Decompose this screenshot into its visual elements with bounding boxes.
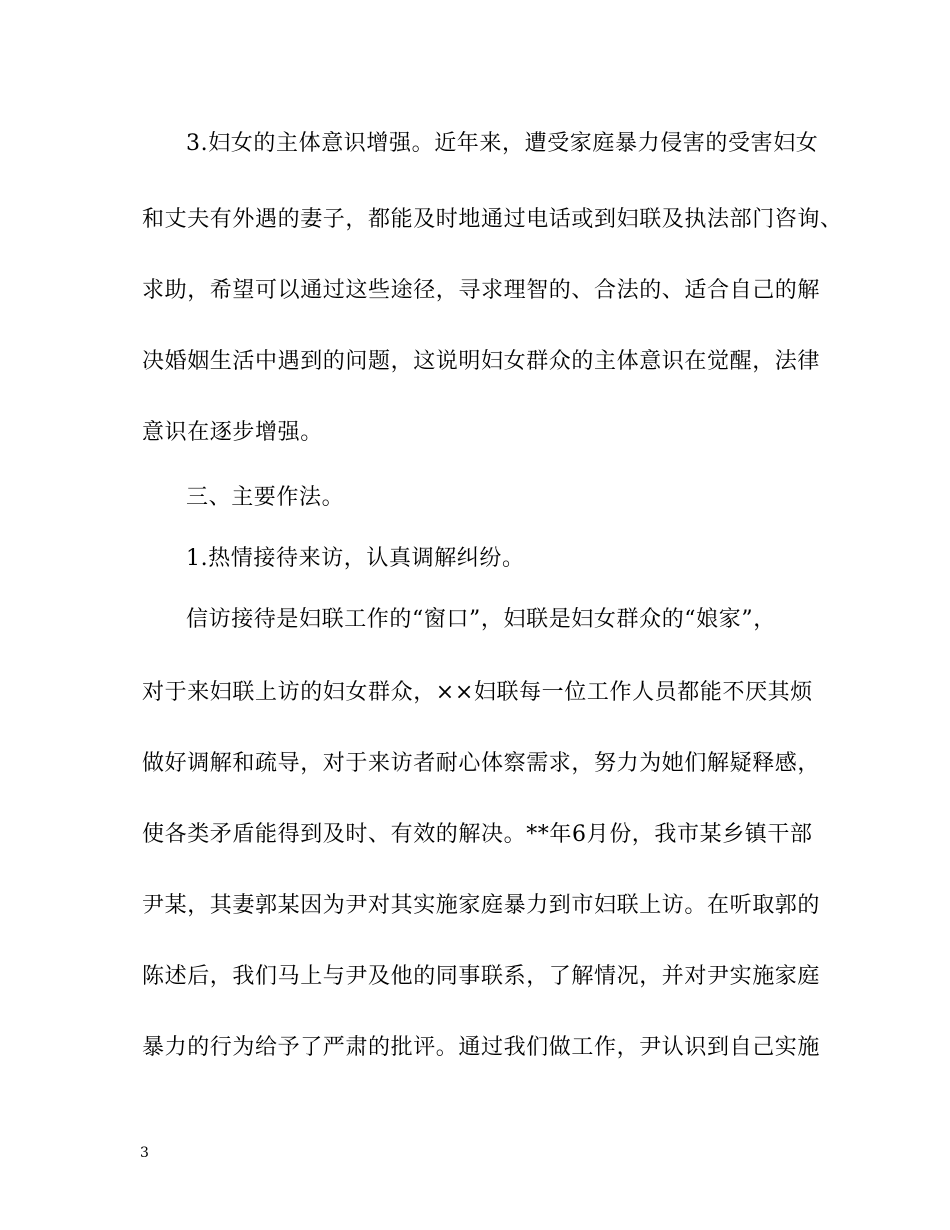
paragraph-line: 使各类矛盾能得到及时、有效的解决。**年6月份，我市某乡镇干部: [142, 822, 813, 847]
section-heading: 三、主要作法。: [186, 485, 345, 510]
subsection-heading: 1.热情接待来访，认真调解纠纷。: [186, 546, 525, 571]
paragraph-line: 和丈夫有外遇的妻子，都能及时地通过电话或到妇联及执法部门咨询、: [142, 207, 843, 232]
paragraph-line: 决婚姻生活中遇到的问题，这说明妇女群众的主体意识在觉醒，法律: [142, 349, 821, 374]
paragraph-line: 信访接待是妇联工作的“窗口”，妇联是妇女群众的“娘家”，: [186, 607, 776, 632]
paragraph-line: 对于来妇联上访的妇女群众，××妇联每一位工作人员都能不厌其烦: [142, 680, 813, 705]
page-number: 3: [140, 1145, 149, 1161]
paragraph-line: 3.妇女的主体意识增强。近年来，遭受家庭暴力侵害的受害妇女: [186, 131, 819, 156]
paragraph-line: 意识在逐步增强。: [142, 420, 323, 445]
paragraph-line: 做好调解和疏导，对于来访者耐心体察需求，努力为她们解疑释感，: [142, 751, 821, 776]
paragraph-line: 暴力的行为给予了严肃的批评。通过我们做工作，尹认识到自己实施: [142, 1035, 821, 1060]
paragraph-line: 求助，希望可以通过这些途径，寻求理智的、合法的、适合自己的解: [142, 278, 821, 303]
paragraph-line: 尹某，其妻郭某因为尹对其实施家庭暴力到市妇联上访。在听取郭的: [142, 893, 821, 918]
paragraph-line: 陈述后，我们马上与尹及他的同事联系，了解情况，并对尹实施家庭: [142, 964, 821, 989]
